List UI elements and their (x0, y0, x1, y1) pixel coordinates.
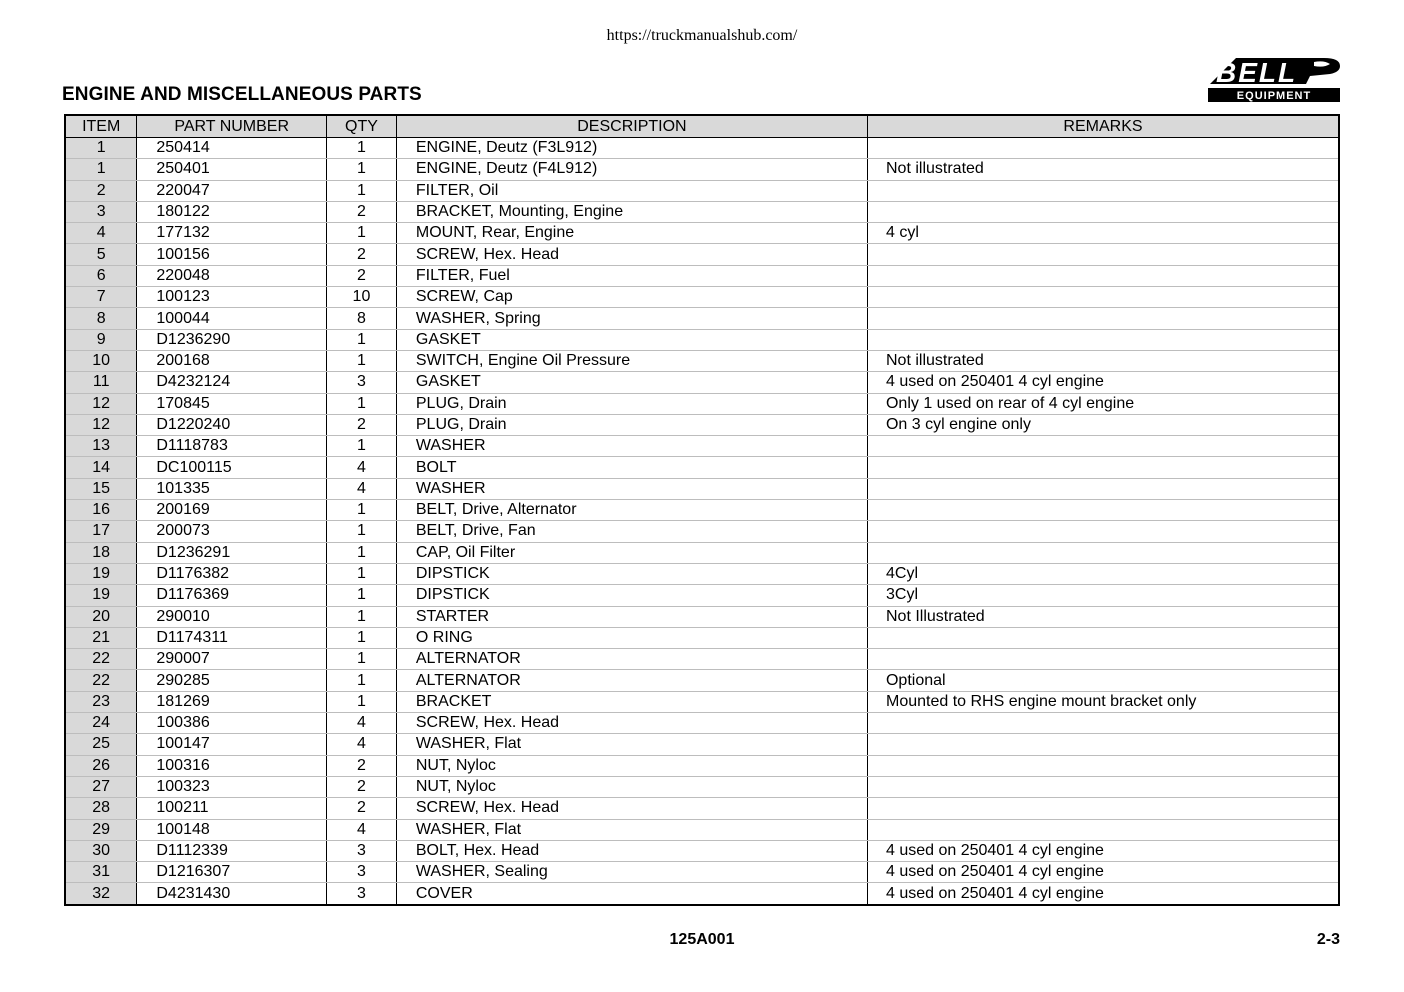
description-cell: ENGINE, Deutz (F4L912) (396, 159, 867, 180)
parts-table (64, 114, 1340, 906)
item-cell: 10 (65, 350, 137, 371)
remarks-cell: 3Cyl (867, 585, 1339, 606)
item-cell: 12 (65, 414, 137, 435)
qty-cell: 3 (327, 862, 397, 883)
description-cell: BELT, Drive, Alternator (396, 500, 867, 521)
description-cell: GASKET (396, 329, 867, 350)
column-header-qty: QTY (327, 115, 397, 138)
description-cell: SWITCH, Engine Oil Pressure (396, 350, 867, 371)
part-number-cell: 100211 (137, 798, 327, 819)
table-row (65, 308, 1339, 329)
qty-cell: 1 (327, 563, 397, 584)
table-row (65, 223, 1339, 244)
table-row (65, 649, 1339, 670)
table-row (65, 201, 1339, 222)
remarks-cell (867, 627, 1339, 648)
table-row (65, 457, 1339, 478)
remarks-cell: Optional (867, 670, 1339, 691)
description-cell: BOLT (396, 457, 867, 478)
svg-text:EQUIPMENT: EQUIPMENT (1236, 90, 1312, 102)
item-cell: 1 (65, 138, 137, 159)
qty-cell: 3 (327, 840, 397, 861)
qty-cell: 1 (327, 500, 397, 521)
table-row (65, 329, 1339, 350)
item-cell: 5 (65, 244, 137, 265)
qty-cell: 1 (327, 138, 397, 159)
description-cell: FILTER, Fuel (396, 265, 867, 286)
part-number-cell: 200168 (137, 350, 327, 371)
qty-cell: 1 (327, 436, 397, 457)
remarks-cell (867, 244, 1339, 265)
table-row (65, 819, 1339, 840)
part-number-cell: 200073 (137, 521, 327, 542)
table-row (65, 713, 1339, 734)
item-cell: 16 (65, 500, 137, 521)
description-cell: DIPSTICK (396, 563, 867, 584)
column-header-part-number: PART NUMBER (137, 115, 327, 138)
part-number-cell: 100044 (137, 308, 327, 329)
part-number-cell: D1236290 (137, 329, 327, 350)
item-cell: 19 (65, 585, 137, 606)
part-number-cell: D1174311 (137, 627, 327, 648)
table-row (65, 287, 1339, 308)
qty-cell: 8 (327, 308, 397, 329)
description-cell: SCREW, Hex. Head (396, 713, 867, 734)
part-number-cell: D1112339 (137, 840, 327, 861)
part-number-cell: 250414 (137, 138, 327, 159)
remarks-cell (867, 819, 1339, 840)
remarks-cell: 4 used on 250401 4 cyl engine (867, 862, 1339, 883)
remarks-cell (867, 287, 1339, 308)
qty-cell: 1 (327, 606, 397, 627)
remarks-cell (867, 713, 1339, 734)
item-cell: 4 (65, 223, 137, 244)
part-number-cell: 290010 (137, 606, 327, 627)
description-cell: PLUG, Drain (396, 393, 867, 414)
qty-cell: 2 (327, 201, 397, 222)
remarks-cell (867, 265, 1339, 286)
description-cell: ALTERNATOR (396, 649, 867, 670)
description-cell: BRACKET (396, 691, 867, 712)
part-number-cell: 290285 (137, 670, 327, 691)
description-cell: ENGINE, Deutz (F3L912) (396, 138, 867, 159)
qty-cell: 1 (327, 180, 397, 201)
item-cell: 6 (65, 265, 137, 286)
item-cell: 1 (65, 159, 137, 180)
qty-cell: 1 (327, 542, 397, 563)
qty-cell: 4 (327, 734, 397, 755)
part-number-cell: 100156 (137, 244, 327, 265)
parts-table-body (65, 138, 1339, 905)
qty-cell: 2 (327, 755, 397, 776)
table-row (65, 627, 1339, 648)
qty-cell: 4 (327, 457, 397, 478)
part-number-cell: 290007 (137, 649, 327, 670)
remarks-cell (867, 457, 1339, 478)
description-cell: BRACKET, Mounting, Engine (396, 201, 867, 222)
remarks-cell (867, 734, 1339, 755)
description-cell: SCREW, Hex. Head (396, 798, 867, 819)
item-cell: 9 (65, 329, 137, 350)
remarks-cell (867, 500, 1339, 521)
remarks-cell: Not illustrated (867, 350, 1339, 371)
item-cell: 19 (65, 563, 137, 584)
item-cell: 25 (65, 734, 137, 755)
qty-cell: 1 (327, 223, 397, 244)
description-cell: WASHER (396, 436, 867, 457)
part-number-cell: 220048 (137, 265, 327, 286)
table-row (65, 840, 1339, 861)
part-number-cell: 100386 (137, 713, 327, 734)
item-cell: 22 (65, 670, 137, 691)
part-number-cell: D1236291 (137, 542, 327, 563)
qty-cell: 3 (327, 883, 397, 905)
qty-cell: 4 (327, 713, 397, 734)
bell-equipment-logo (1206, 52, 1342, 110)
part-number-cell: 170845 (137, 393, 327, 414)
remarks-cell (867, 649, 1339, 670)
table-row (65, 372, 1339, 393)
remarks-cell: Not Illustrated (867, 606, 1339, 627)
description-cell: WASHER, Spring (396, 308, 867, 329)
description-cell: DIPSTICK (396, 585, 867, 606)
part-number-cell: D1118783 (137, 436, 327, 457)
remarks-cell (867, 478, 1339, 499)
remarks-cell (867, 201, 1339, 222)
item-cell: 12 (65, 393, 137, 414)
description-cell: PLUG, Drain (396, 414, 867, 435)
qty-cell: 2 (327, 798, 397, 819)
item-cell: 32 (65, 883, 137, 905)
description-cell: WASHER, Flat (396, 819, 867, 840)
qty-cell: 1 (327, 521, 397, 542)
part-number-cell: DC100115 (137, 457, 327, 478)
page-title: ENGINE AND MISCELLANEOUS PARTS (62, 84, 422, 105)
item-cell: 24 (65, 713, 137, 734)
description-cell: CAP, Oil Filter (396, 542, 867, 563)
part-number-cell: 177132 (137, 223, 327, 244)
item-cell: 14 (65, 457, 137, 478)
part-number-cell: 100323 (137, 776, 327, 797)
item-cell: 23 (65, 691, 137, 712)
item-cell: 26 (65, 755, 137, 776)
part-number-cell: 181269 (137, 691, 327, 712)
qty-cell: 2 (327, 265, 397, 286)
remarks-cell: Only 1 used on rear of 4 cyl engine (867, 393, 1339, 414)
description-cell: NUT, Nyloc (396, 776, 867, 797)
table-row (65, 393, 1339, 414)
item-cell: 27 (65, 776, 137, 797)
remarks-cell (867, 521, 1339, 542)
qty-cell: 3 (327, 372, 397, 393)
part-number-cell: 200169 (137, 500, 327, 521)
table-row (65, 350, 1339, 371)
remarks-cell: 4 used on 250401 4 cyl engine (867, 372, 1339, 393)
remarks-cell (867, 308, 1339, 329)
table-row (65, 883, 1339, 905)
qty-cell: 1 (327, 649, 397, 670)
qty-cell: 4 (327, 478, 397, 499)
column-header-item: ITEM (65, 115, 137, 138)
description-cell: SCREW, Hex. Head (396, 244, 867, 265)
svg-text:BELL: BELL (1216, 57, 1298, 88)
part-number-cell: 250401 (137, 159, 327, 180)
description-cell: WASHER (396, 478, 867, 499)
table-row (65, 265, 1339, 286)
item-cell: 15 (65, 478, 137, 499)
table-row (65, 521, 1339, 542)
part-number-cell: 100147 (137, 734, 327, 755)
description-cell: ALTERNATOR (396, 670, 867, 691)
part-number-cell: 180122 (137, 201, 327, 222)
remarks-cell: Not illustrated (867, 159, 1339, 180)
qty-cell: 1 (327, 329, 397, 350)
remarks-cell (867, 798, 1339, 819)
description-cell: BELT, Drive, Fan (396, 521, 867, 542)
part-number-cell: 220047 (137, 180, 327, 201)
item-cell: 11 (65, 372, 137, 393)
remarks-cell (867, 755, 1339, 776)
remarks-cell (867, 180, 1339, 201)
item-cell: 2 (65, 180, 137, 201)
table-row (65, 436, 1339, 457)
table-row (65, 563, 1339, 584)
qty-cell: 1 (327, 691, 397, 712)
item-cell: 31 (65, 862, 137, 883)
description-cell: COVER (396, 883, 867, 905)
item-cell: 17 (65, 521, 137, 542)
description-cell: GASKET (396, 372, 867, 393)
description-cell: WASHER, Sealing (396, 862, 867, 883)
item-cell: 28 (65, 798, 137, 819)
qty-cell: 2 (327, 776, 397, 797)
table-row (65, 159, 1339, 180)
remarks-cell (867, 542, 1339, 563)
part-number-cell: D1176369 (137, 585, 327, 606)
description-cell: MOUNT, Rear, Engine (396, 223, 867, 244)
document-code: 125A001 (669, 931, 735, 948)
table-row (65, 776, 1339, 797)
remarks-cell: 4 cyl (867, 223, 1339, 244)
remarks-cell (867, 329, 1339, 350)
item-cell: 22 (65, 649, 137, 670)
qty-cell: 10 (327, 287, 397, 308)
item-cell: 18 (65, 542, 137, 563)
description-cell: O RING (396, 627, 867, 648)
remarks-cell (867, 776, 1339, 797)
qty-cell: 2 (327, 244, 397, 265)
part-number-cell: D4231430 (137, 883, 327, 905)
part-number-cell: D1220240 (137, 414, 327, 435)
description-cell: NUT, Nyloc (396, 755, 867, 776)
item-cell: 8 (65, 308, 137, 329)
remarks-cell: Mounted to RHS engine mount bracket only (867, 691, 1339, 712)
table-row (65, 755, 1339, 776)
description-cell: BOLT, Hex. Head (396, 840, 867, 861)
qty-cell: 2 (327, 414, 397, 435)
part-number-cell: 100123 (137, 287, 327, 308)
remarks-cell (867, 138, 1339, 159)
column-header-description: DESCRIPTION (396, 115, 867, 138)
remarks-cell (867, 436, 1339, 457)
part-number-cell: D1216307 (137, 862, 327, 883)
qty-cell: 1 (327, 585, 397, 606)
qty-cell: 1 (327, 627, 397, 648)
qty-cell: 1 (327, 670, 397, 691)
table-row (65, 244, 1339, 265)
description-cell: WASHER, Flat (396, 734, 867, 755)
table-row (65, 180, 1339, 201)
remarks-cell: On 3 cyl engine only (867, 414, 1339, 435)
item-cell: 7 (65, 287, 137, 308)
table-row (65, 542, 1339, 563)
part-number-cell: 100148 (137, 819, 327, 840)
remarks-cell: 4 used on 250401 4 cyl engine (867, 883, 1339, 905)
part-number-cell: 100316 (137, 755, 327, 776)
source-url: https://truckmanualshub.com/ (606, 27, 798, 44)
table-row (65, 691, 1339, 712)
description-cell: FILTER, Oil (396, 180, 867, 201)
description-cell: STARTER (396, 606, 867, 627)
table-row (65, 670, 1339, 691)
part-number-cell: D1176382 (137, 563, 327, 584)
page-number: 2-3 (1316, 931, 1340, 948)
table-row (65, 414, 1339, 435)
item-cell: 21 (65, 627, 137, 648)
item-cell: 30 (65, 840, 137, 861)
description-cell: SCREW, Cap (396, 287, 867, 308)
remarks-cell: 4Cyl (867, 563, 1339, 584)
qty-cell: 4 (327, 819, 397, 840)
table-row (65, 585, 1339, 606)
qty-cell: 1 (327, 350, 397, 371)
table-row (65, 862, 1339, 883)
table-row (65, 606, 1339, 627)
item-cell: 3 (65, 201, 137, 222)
item-cell: 13 (65, 436, 137, 457)
table-header-row (65, 115, 1339, 138)
table-row (65, 500, 1339, 521)
item-cell: 20 (65, 606, 137, 627)
qty-cell: 1 (327, 159, 397, 180)
column-header-remarks: REMARKS (867, 115, 1339, 138)
table-row (65, 734, 1339, 755)
part-number-cell: 101335 (137, 478, 327, 499)
table-row (65, 138, 1339, 159)
qty-cell: 1 (327, 393, 397, 414)
table-row (65, 478, 1339, 499)
part-number-cell: D4232124 (137, 372, 327, 393)
item-cell: 29 (65, 819, 137, 840)
table-row (65, 798, 1339, 819)
remarks-cell: 4 used on 250401 4 cyl engine (867, 840, 1339, 861)
